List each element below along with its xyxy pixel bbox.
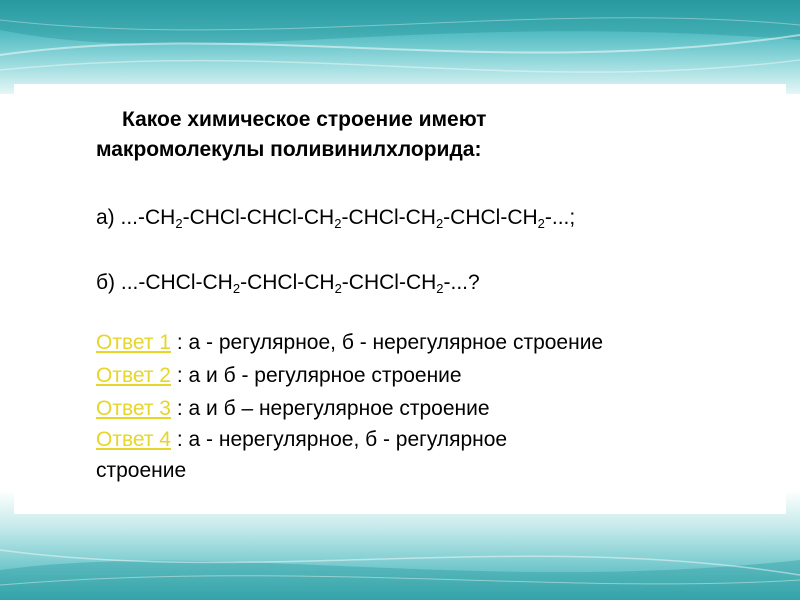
answer-3-link[interactable]: Ответ 3 xyxy=(96,397,171,420)
formula-option-a xyxy=(96,205,575,231)
top-decorative-band xyxy=(0,0,800,94)
formula-b-subscript: 2 xyxy=(334,281,342,296)
formula-b-part: б) ...-CHCl-CH xyxy=(96,271,233,294)
formula-a-subscript: 2 xyxy=(175,216,183,231)
answer-row-4-continuation: строение xyxy=(96,459,187,482)
answer-2-link[interactable]: Ответ 2 xyxy=(96,364,171,387)
answer-4-link[interactable]: Ответ 4 xyxy=(96,428,171,451)
answer-row-4 xyxy=(96,427,507,453)
formula-b-subscript: 2 xyxy=(232,281,241,296)
formula-a-subscript: 2 xyxy=(435,216,444,231)
answer-row-2 xyxy=(96,363,462,389)
formula-a-part: -CHCl-CHCl-CH xyxy=(182,206,335,229)
formula-a-part: -CHCl-CH xyxy=(443,206,538,229)
answer-row-3 xyxy=(96,396,490,422)
question-line-1: Какое химическое строение имеют xyxy=(122,108,487,131)
formula-option-b xyxy=(96,270,480,296)
formula-a-subscript: 2 xyxy=(334,216,342,231)
question-line-2: макромолекулы поливинилхлорида: xyxy=(96,138,482,161)
formula-a-part: -CHCl-CH xyxy=(341,206,436,229)
formula-b-part: -...? xyxy=(443,271,480,294)
formula-b-part: -CHCl-CH xyxy=(240,271,335,294)
answer-1-text: : а - регулярное, б - нерегулярное строение xyxy=(171,331,604,354)
formula-a-subscript: 2 xyxy=(537,216,545,231)
answer-1-link[interactable]: Ответ 1 xyxy=(96,331,171,354)
formula-b-subscript: 2 xyxy=(436,281,444,296)
formula-a-part: -...; xyxy=(544,206,576,229)
answer-4-text: : а - нерегулярное, б - регулярное xyxy=(171,428,508,451)
formula-a-part: а) ...-CH xyxy=(96,206,176,229)
top-wave-decoration xyxy=(0,0,800,94)
answer-2-text: : а и б - регулярное строение xyxy=(171,364,462,387)
answer-3-text: : а и б – нерегулярное строение xyxy=(171,397,490,420)
formula-b-part: -CHCl-CH xyxy=(341,271,437,294)
answer-row-1 xyxy=(96,330,603,356)
